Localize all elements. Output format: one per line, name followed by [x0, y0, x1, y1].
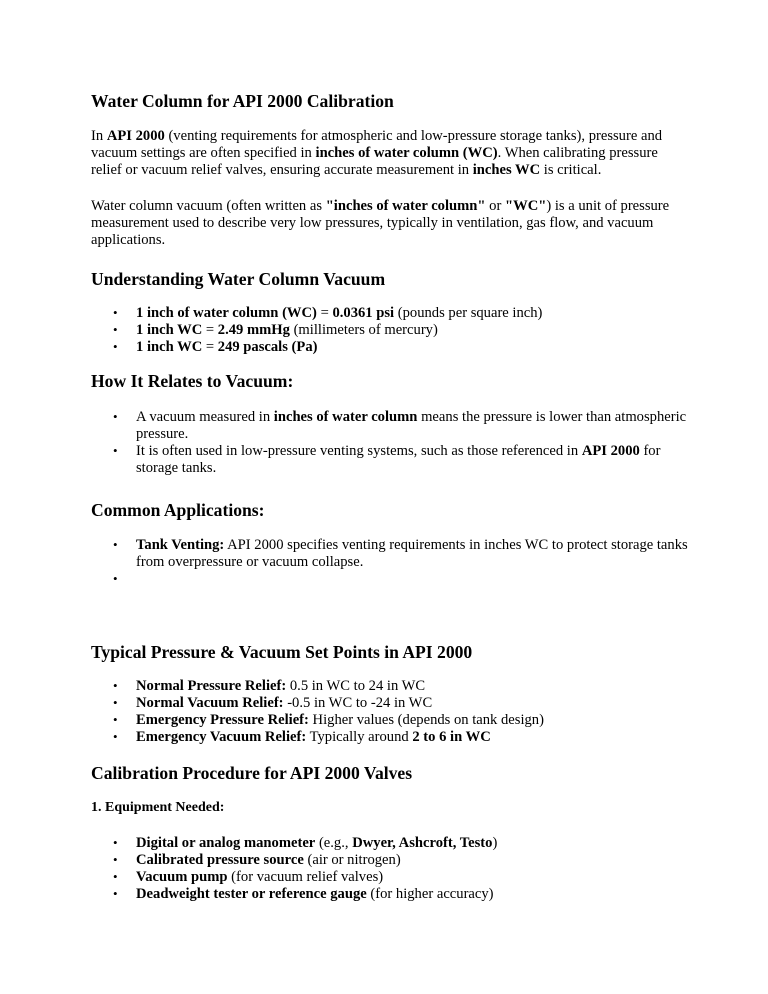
intro-paragraph-2: Water column vacuum (often written as "inches of water column" or "WC") is a unit of pressure measurement used to describe very low pressures, typically in ventilation, gas flow, and vacuum applications.: [91, 198, 670, 249]
intro-paragraph-1: In API 2000 (venting requirements for atmospheric and low-pressure storage tanks), pressure and vacuum settings are often specified in inches of water column (WC). When calibrating pressure relief or vacuum relief valves, ensuring accurate measurement in inches WC is critical.: [91, 128, 663, 179]
subheading-equipment: 1. Equipment Needed:: [91, 800, 225, 815]
heading-applications: Common Applications:: [91, 500, 265, 520]
bullet-icon: •: [113, 835, 118, 850]
list-item: • 1 inch of water column (WC) = 0.0361 psi (pounds per square inch): [113, 305, 543, 321]
list-item: • Emergency Pressure Relief: Higher values (depends on tank design): [113, 712, 544, 729]
applications-list: [91, 537, 691, 588]
bullet-icon: •: [113, 571, 118, 587]
list-item: • Calibrated pressure source (air or nitrogen): [113, 852, 401, 869]
bullet-icon: •: [113, 729, 118, 745]
bullet-icon: •: [113, 678, 118, 693]
heading-understanding: Understanding Water Column Vacuum: [91, 269, 386, 289]
setpoints-list: [91, 678, 691, 746]
bullet-icon: •: [113, 322, 118, 338]
list-item: • It is often used in low-pressure venting systems, such as those referenced in API 2000 for storage tanks.: [113, 443, 661, 477]
list-item-empty: [91, 571, 691, 588]
bullet-icon: •: [113, 305, 118, 320]
bullet-icon: •: [113, 409, 118, 424]
equipment-list: [91, 835, 691, 903]
list-item: • 1 inch WC = 2.49 mmHg (millimeters of mercury): [113, 322, 438, 339]
list-item: • A vacuum measured in inches of water column means the pressure is lower than atmospheric pressure.: [113, 409, 687, 443]
list-item: • Normal Vacuum Relief: -0.5 in WC to -24 in WC: [113, 695, 433, 712]
heading-relates: How It Relates to Vacuum:: [91, 371, 294, 391]
list-item: • Emergency Vacuum Relief: Typically around 2 to 6 in WC: [113, 729, 491, 746]
page-title: Water Column for API 2000 Calibration: [91, 91, 394, 111]
list-item: • 1 inch WC = 249 pascals (Pa): [113, 339, 318, 356]
understanding-list: [91, 305, 691, 356]
bullet-icon: •: [113, 886, 118, 902]
list-item: • Tank Venting: API 2000 specifies venting requirements in inches WC to protect storage tanks from overpressure or vacuum collapse.: [113, 537, 688, 571]
relates-list: [91, 409, 691, 477]
bullet-icon: •: [113, 852, 118, 868]
bullet-icon: •: [113, 339, 118, 355]
bullet-icon: •: [113, 695, 118, 711]
list-item: • Deadweight tester or reference gauge (for higher accuracy): [113, 886, 494, 903]
bullet-icon: •: [113, 443, 118, 459]
list-item: • Normal Pressure Relief: 0.5 in WC to 24 in WC: [113, 678, 426, 694]
list-item: • Vacuum pump (for vacuum relief valves): [113, 869, 384, 886]
heading-setpoints: Typical Pressure & Vacuum Set Points in API 2000: [91, 642, 473, 662]
heading-calibration: Calibration Procedure for API 2000 Valves: [91, 763, 413, 783]
bullet-icon: •: [113, 537, 118, 552]
bullet-icon: •: [113, 712, 118, 728]
bullet-icon: •: [113, 869, 118, 885]
list-item: • Digital or analog manometer (e.g., Dwyer, Ashcroft, Testo): [113, 835, 498, 851]
